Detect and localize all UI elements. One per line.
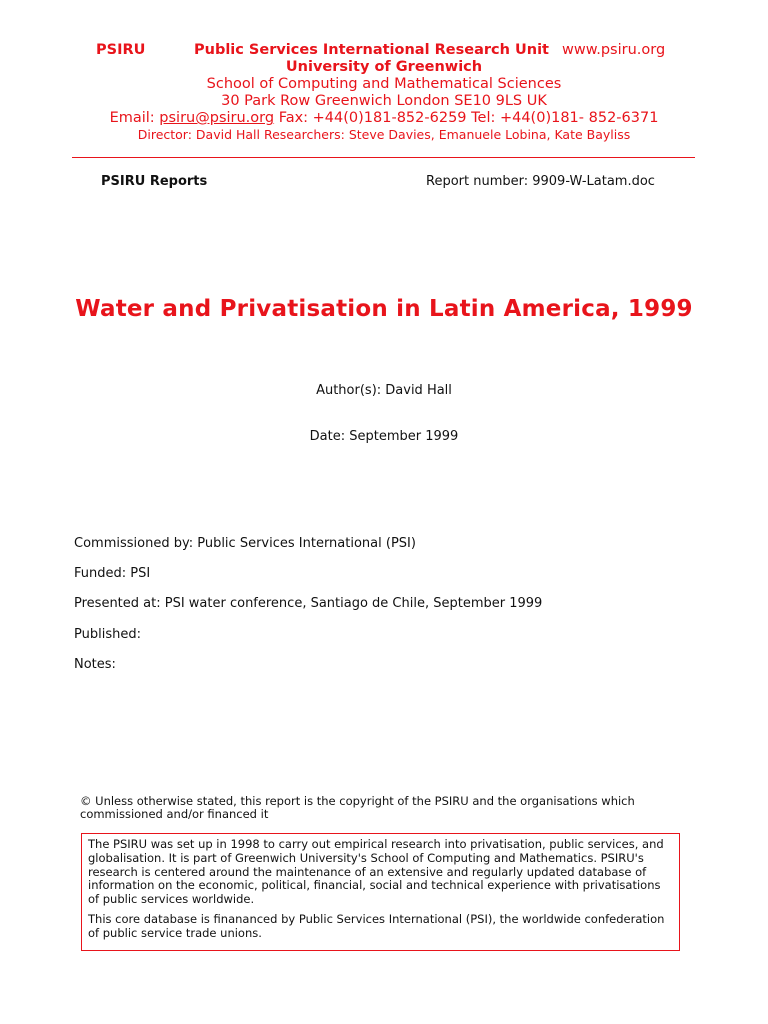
notes: Notes:	[74, 657, 116, 672]
date: Date: September 1999	[309, 429, 459, 444]
about-paragraph-2: This core database is finananced by Public Services International (PSI), the worldwide confederation of public service trade unions.	[88, 911, 665, 940]
funded-by: Funded: PSI	[74, 566, 151, 581]
copyright-notice: © Unless otherwise stated, this report is the copyright of the PSIRU and the organisations which commissioned and/or financed it	[80, 794, 635, 821]
school-name: School of Computing and Mathematical Sciences	[206, 76, 562, 92]
page-title: Water and Privatisation in Latin America, 1999	[75, 296, 693, 322]
org-full-name: Public Services International Research Unit	[194, 42, 549, 58]
email-label: Email:	[109, 110, 155, 126]
website-link[interactable]: www.psiru.org	[562, 42, 666, 58]
contact-line	[0, 110, 768, 127]
about-box	[81, 833, 680, 951]
address: 30 Park Row Greenwich London SE10 9LS UK	[221, 93, 547, 109]
about-paragraph-1: The PSIRU was set up in 1998 to carry out empirical research into privatisation, public services, and globalisation. It is part of Greenwich University's School of Computing and Mathematics. PSIRU's research is centered around the maintenance of an extensive and regularly updated database of information on the economic, political, financial, social and technical experience with privatisations of public services worldwide.	[88, 837, 664, 907]
email-link[interactable]: psiru@psiru.org	[159, 110, 275, 126]
staff-line: Director: David Hall Researchers: Steve Davies, Emanuele Lobina, Kate Bayliss	[137, 127, 631, 142]
commissioned-by: Commissioned by: Public Services International (PSI)	[74, 536, 416, 551]
authors: Author(s): David Hall	[316, 383, 452, 398]
fax-tel: Fax: +44(0)181-852-6259 Tel: +44(0)181- 852-6371	[278, 110, 659, 126]
report-series: PSIRU Reports	[101, 174, 208, 189]
header-divider	[72, 157, 695, 158]
report-number: Report number: 9909-W-Latam.doc	[426, 174, 655, 189]
org-short-name: PSIRU	[96, 42, 146, 58]
university-name: University of Greenwich	[285, 59, 483, 75]
published: Published:	[74, 627, 141, 642]
presented-at: Presented at: PSI water conference, Santiago de Chile, September 1999	[74, 596, 543, 611]
